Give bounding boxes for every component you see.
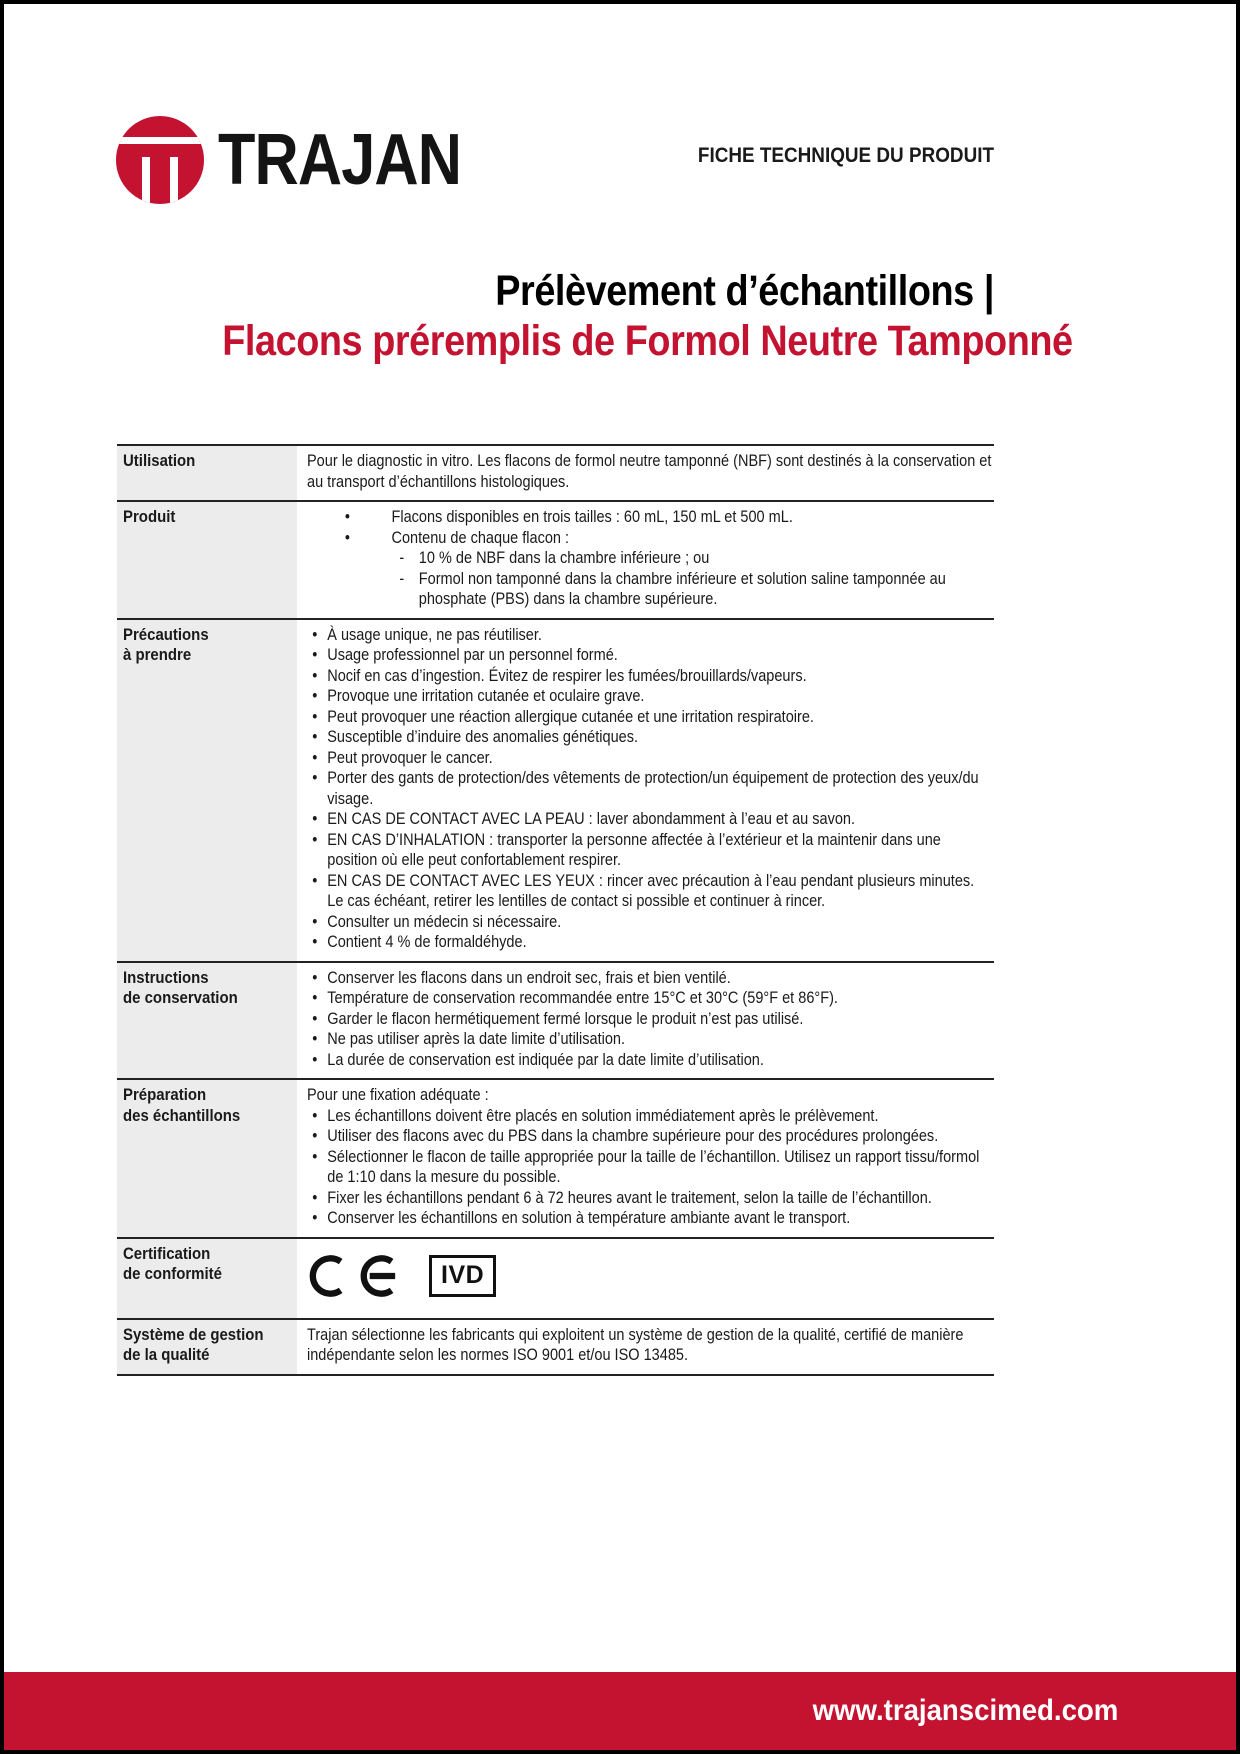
page-title	[117, 266, 1073, 366]
list-item-text: Les échantillons doivent être placés en solution immédiatement après le prélèvement.	[327, 1106, 879, 1125]
logo-gap	[116, 137, 204, 144]
list-item-text: Température de conservation recommandée entre 15°C et 30°C (59°F et 86°F).	[327, 989, 838, 1007]
row-label	[117, 963, 297, 1079]
list-item-text: EN CAS DE CONTACT AVEC LA PEAU : laver abondamment à l’eau et au savon.	[327, 810, 856, 828]
doc-type-heading: FICHE TECHNIQUE DU PRODUIT	[697, 144, 994, 167]
bullet-marker: •	[312, 1188, 318, 1207]
list-item-text: 10 % de NBF dans la chambre inférieure ; ou	[418, 549, 710, 567]
bullet-marker: •	[312, 646, 318, 664]
list-item	[307, 1009, 994, 1030]
list-item-text: Garder le flacon hermétiquement fermé lorsque le produit n’est pas utilisé.	[327, 1009, 804, 1028]
row-label-line: Système de gestion	[123, 1324, 264, 1344]
list-item-text: Contenu de chaque flacon :	[391, 528, 570, 547]
row-content-text	[307, 1325, 994, 1366]
bullet-marker: •	[312, 769, 318, 787]
bullet-marker: •	[312, 871, 318, 890]
row-content	[297, 1080, 994, 1237]
bullet-marker: •	[312, 1106, 318, 1125]
row-content	[297, 1320, 994, 1374]
row-content	[297, 963, 994, 1079]
bullet-marker: •	[312, 1030, 318, 1048]
list-item-text: Contient 4 % de formaldéhyde.	[327, 933, 527, 951]
bullet-marker: •	[312, 707, 318, 726]
row-label-text	[123, 1244, 289, 1285]
list-item	[307, 912, 994, 933]
list-item	[307, 1106, 994, 1127]
row-content	[297, 620, 994, 961]
list-item-text: Conserver les flacons dans un endroit sec, frais et bien ventilé.	[327, 968, 731, 987]
row-content-text	[307, 507, 994, 610]
row-content-text	[307, 968, 994, 1071]
page-title-line2: Flacons préremplis de Formol Neutre Tamponné	[222, 317, 1073, 365]
list-item-text: Trajan sélectionne les fabricants qui exploitent un système de gestion de la qualité, certifié de manière indépendante selon les normes ISO 9001 et/ou ISO 13485.	[307, 1325, 964, 1364]
bullet-marker: •	[312, 687, 318, 705]
row-label	[117, 1239, 297, 1318]
bullet-marker: •	[312, 1009, 318, 1028]
row-label-text	[123, 451, 289, 472]
ivd-mark: IVD	[429, 1255, 496, 1297]
list-item-text: Flacons disponibles en trois tailles : 60 mL, 150 mL et 500 mL.	[391, 508, 793, 526]
bullet-marker: •	[312, 1209, 318, 1227]
list-item	[307, 809, 994, 830]
list-item-text: Formol non tamponné dans la chambre inférieure et solution saline tamponnée au phosphate (PBS) dans la chambre supérieure.	[418, 569, 946, 608]
row-label-line: Utilisation	[123, 451, 196, 470]
bullet-marker: •	[312, 728, 318, 746]
list-item	[307, 988, 994, 1009]
list-item	[307, 748, 994, 769]
list-item	[307, 1147, 994, 1188]
list-item-text: EN CAS DE CONTACT AVEC LES YEUX : rincer avec précaution à l’eau pendant plusieurs minutes. Le cas échéant, retirer les lentilles de contact si possible et continuer à rincer.	[327, 871, 975, 910]
bullet-marker: -	[399, 569, 405, 588]
bullet-marker: •	[312, 748, 318, 767]
list-item	[307, 1325, 994, 1366]
row-label-text	[123, 507, 289, 528]
row-label-text	[123, 625, 289, 666]
list-item	[307, 968, 994, 989]
row-label	[117, 446, 297, 500]
list-item	[307, 932, 994, 953]
table-row	[117, 618, 994, 961]
bullet-marker: •	[344, 508, 350, 526]
brand-name: TRAJAN	[218, 120, 462, 200]
bullet-marker: •	[312, 1147, 318, 1166]
list-item-text: Pour une fixation adéquate :	[307, 1086, 489, 1104]
list-item	[307, 830, 994, 871]
table-row	[117, 444, 994, 500]
bullet-marker: •	[312, 1050, 318, 1069]
row-label-line: des échantillons	[123, 1105, 241, 1125]
bullet-marker: •	[312, 666, 318, 685]
list-item-text: Usage professionnel par un personnel formé.	[327, 646, 618, 664]
row-label-line: de conformité	[123, 1264, 222, 1283]
list-item	[307, 727, 994, 748]
list-item-text: Sélectionner le flacon de taille appropriée pour la taille de l’échantillon. Utilisez un rapport tissu/formol de 1:10 dans la mesure du possible.	[327, 1147, 980, 1186]
list-item	[307, 645, 994, 666]
bullet-marker: •	[344, 528, 350, 547]
list-item	[307, 871, 994, 912]
row-label-line: Instructions	[123, 967, 209, 987]
page-title-line1: Prélèvement d’échantillons |	[495, 267, 994, 315]
list-item-text: Peut provoquer le cancer.	[327, 748, 493, 767]
row-label-line: Certification	[123, 1243, 211, 1263]
list-item	[307, 1029, 994, 1050]
bullet-marker: •	[312, 1127, 318, 1145]
list-item-text: La durée de conservation est indiquée par la date limite d’utilisation.	[327, 1050, 764, 1069]
trajan-logo	[116, 116, 504, 204]
row-content	[297, 1239, 994, 1318]
row-label	[117, 620, 297, 961]
row-label	[117, 502, 297, 618]
footer-url-link[interactable]: www.trajanscimed.com	[812, 1694, 1118, 1727]
list-item	[307, 666, 994, 687]
row-content-text	[307, 451, 994, 492]
list-item-text: Pour le diagnostic in vitro. Les flacons de formol neutre tamponné (NBF) sont destinés à la conservation et au transport d’échantillons histologiques.	[307, 452, 992, 491]
row-content-text	[307, 625, 994, 953]
row-label-text	[123, 968, 289, 1009]
table-row	[117, 1078, 994, 1237]
list-item-text: Conserver les échantillons en solution à température ambiante avant le transport.	[327, 1209, 851, 1227]
logo-gap	[142, 157, 150, 204]
footer-bar	[4, 1672, 1236, 1750]
bullet-marker: •	[312, 810, 318, 828]
certification-marks	[307, 1244, 994, 1310]
list-item	[307, 1050, 994, 1071]
list-item	[307, 686, 994, 707]
bullet-marker: •	[312, 625, 318, 644]
list-item-text: Consulter un médecin si nécessaire.	[327, 912, 562, 931]
list-item	[307, 451, 994, 492]
bullet-marker: •	[312, 912, 318, 931]
list-item-text: À usage unique, ne pas réutiliser.	[327, 625, 542, 644]
row-content-text	[307, 1085, 994, 1229]
list-item	[307, 528, 994, 549]
bullet-marker: •	[312, 830, 318, 849]
list-item-text: Peut provoquer une réaction allergique cutanée et une irritation respiratoire.	[327, 707, 814, 726]
bullet-marker: •	[312, 968, 318, 987]
row-label	[117, 1320, 297, 1374]
table-row	[117, 500, 994, 618]
list-item	[307, 548, 994, 569]
row-content	[297, 446, 994, 500]
row-label-text	[123, 1325, 289, 1366]
spec-table	[117, 444, 994, 1376]
row-label-line: à prendre	[123, 645, 192, 664]
row-content	[297, 502, 994, 618]
bullet-marker: -	[399, 549, 405, 567]
row-label-text	[123, 1085, 289, 1126]
list-item	[307, 1208, 994, 1229]
row-label-line: Préparation	[123, 1085, 207, 1104]
ce-mark-icon	[309, 1254, 403, 1298]
list-item	[307, 507, 994, 528]
list-item	[307, 625, 994, 646]
table-row	[117, 1237, 994, 1318]
list-item-text: EN CAS D’INHALATION : transporter la personne affectée à l’extérieur et la maintenir dans une position où elle peut confortablement respirer.	[327, 830, 941, 869]
list-item	[307, 1126, 994, 1147]
list-item-text: Nocif en cas d’ingestion. Évitez de respirer les fumées/brouillards/vapeurs.	[327, 666, 807, 685]
list-item	[307, 1085, 994, 1106]
list-item	[307, 1188, 994, 1209]
list-item-text: Susceptible d’induire des anomalies génétiques.	[327, 728, 639, 746]
list-item-text: Provoque une irritation cutanée et oculaire grave.	[327, 687, 645, 705]
list-item	[307, 707, 994, 728]
list-item-text: Fixer les échantillons pendant 6 à 72 heures avant le traitement, selon la taille de l’échantillon.	[327, 1188, 932, 1207]
bullet-marker: •	[312, 989, 318, 1007]
list-item	[307, 569, 994, 610]
table-row	[117, 1318, 994, 1374]
list-item	[307, 768, 994, 809]
row-label	[117, 1080, 297, 1237]
trajan-logo-icon	[116, 116, 204, 204]
row-label-line: Précautions	[123, 624, 209, 644]
row-label-line: de conservation	[123, 988, 238, 1007]
list-item-text: Utiliser des flacons avec du PBS dans la chambre supérieure pour des procédures prolongées.	[327, 1127, 939, 1145]
row-label-line: Produit	[123, 507, 176, 526]
list-item-text: Porter des gants de protection/des vêtements de protection/un équipement de protection des yeux/du visage.	[327, 769, 979, 808]
list-item-text: Ne pas utiliser après la date limite d’utilisation.	[327, 1030, 626, 1048]
bullet-marker: •	[312, 933, 318, 951]
row-label-line: de la qualité	[123, 1345, 210, 1364]
logo-gap	[170, 157, 178, 204]
table-row	[117, 961, 994, 1079]
